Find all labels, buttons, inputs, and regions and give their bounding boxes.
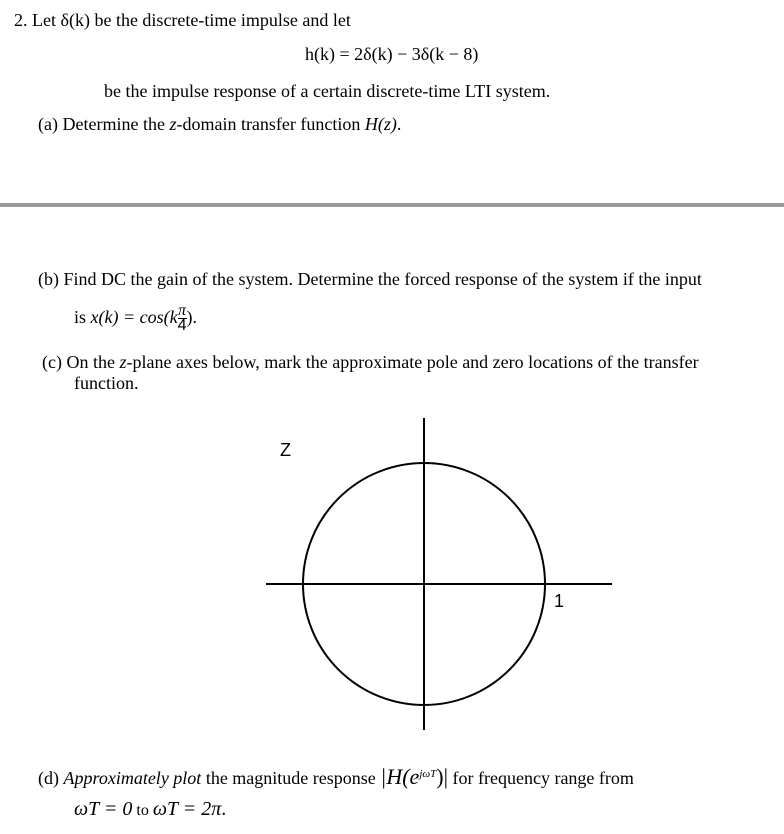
part-b-is: is bbox=[74, 307, 91, 327]
part-d-line1 bbox=[38, 764, 634, 788]
impulse-response-equation: h(k) = 2δ(k) − 3δ(k − 8) bbox=[305, 44, 479, 64]
part-b-expr: x(k) = cos(k bbox=[90, 307, 178, 327]
part-d-prefix: (d) bbox=[38, 768, 64, 788]
part-d-emphasis: Approximately plot bbox=[63, 768, 202, 788]
problem-intro: 2. Let δ(k) be the discrete-time impulse and let bbox=[14, 10, 351, 30]
part-a-suffix: -domain transfer function bbox=[176, 114, 365, 134]
part-c-prefix: (c) On the bbox=[42, 352, 120, 372]
part-a-end: . bbox=[396, 114, 402, 134]
part-d-tail: for frequency range from bbox=[448, 768, 634, 788]
fraction-numerator: π bbox=[178, 302, 187, 320]
problem-intro-continued: be the impulse response of a certain discrete-time LTI system. bbox=[104, 81, 551, 101]
part-d-end: . bbox=[221, 798, 227, 820]
part-a-prefix: (a) Determine the bbox=[38, 114, 170, 134]
part-b-line1: (b) Find DC the gain of the system. Determine the forced response of the system if the input bbox=[38, 269, 702, 289]
part-c-suffix: -plane axes below, mark the approximate pole and zero locations of the transfer bbox=[126, 352, 699, 372]
part-d-suffix: the magnitude response bbox=[201, 768, 381, 788]
fraction-denominator: 4 bbox=[177, 317, 187, 335]
magnitude-expr-end: )| bbox=[436, 764, 448, 789]
exponent: jωT bbox=[419, 768, 437, 780]
to-word: to bbox=[132, 802, 153, 819]
magnitude-expr: |H(e bbox=[380, 764, 420, 789]
part-c-line2: function. bbox=[74, 373, 139, 393]
part-c-var: z bbox=[119, 352, 127, 372]
z-plane-label: Z bbox=[280, 440, 291, 460]
unit-label: 1 bbox=[554, 591, 565, 611]
part-a-func: H(z) bbox=[364, 114, 397, 134]
freq-end: ωT = 2π bbox=[152, 798, 222, 820]
part-b-end: ). bbox=[186, 307, 198, 327]
freq-start: ωT = 0 bbox=[74, 798, 133, 820]
part-d-line2 bbox=[74, 799, 226, 821]
part-a-var: z bbox=[169, 114, 177, 134]
